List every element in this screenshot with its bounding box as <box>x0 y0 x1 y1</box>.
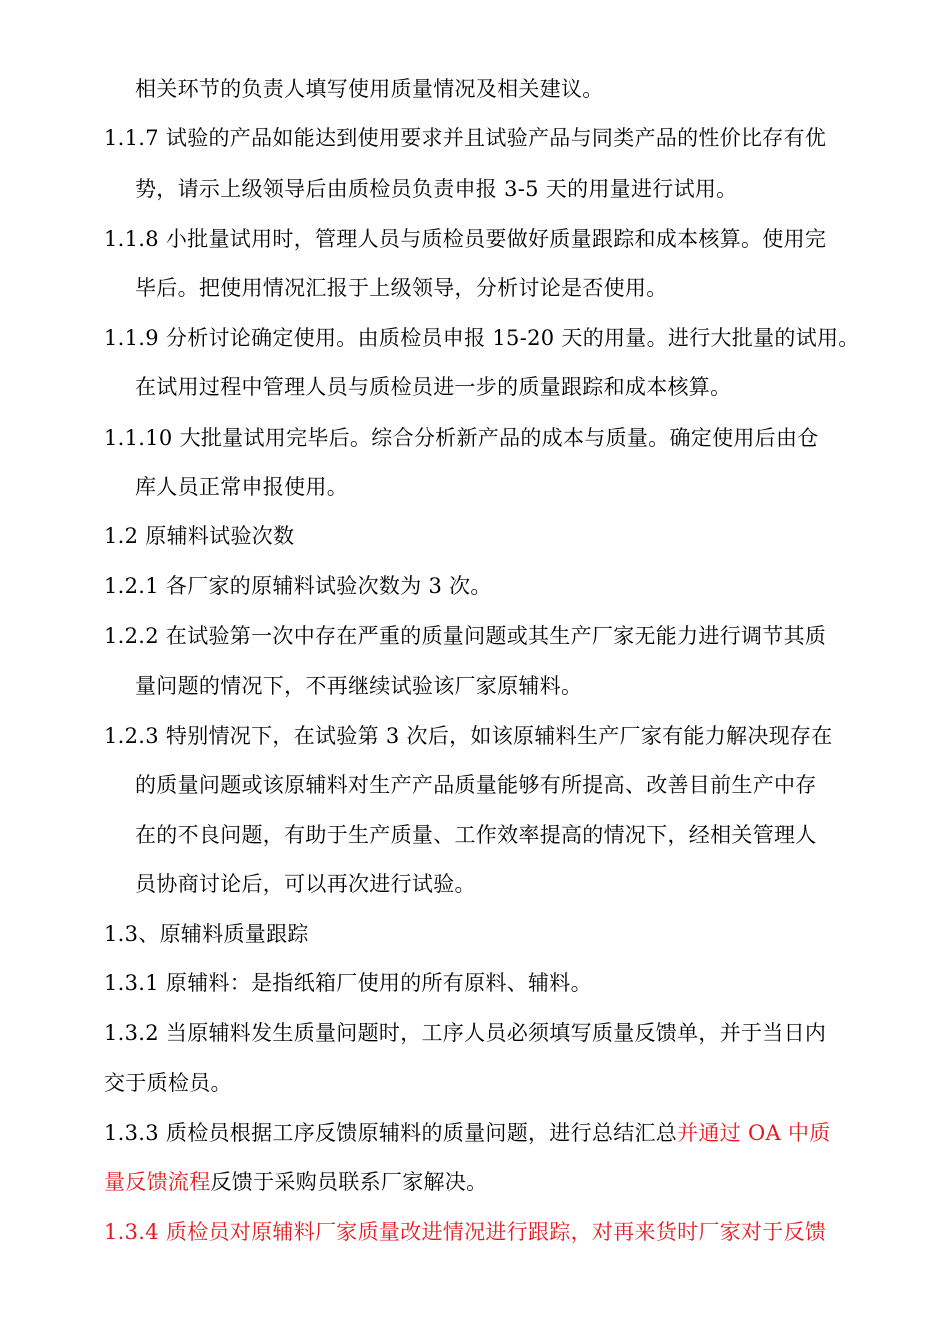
text-line: 势，请示上级领导后由质检员负责申报 3-5 天的用量进行试用。 <box>135 177 738 201</box>
highlighted-text: 量反馈流程 <box>104 1170 211 1194</box>
highlighted-text-line: 1.3.4 质检员对原辅料厂家质量改进情况进行跟踪，对再来货时厂家对于反馈 <box>104 1220 827 1244</box>
text-line: 1.2.3 特别情况下，在试验第 3 次后，如该原辅料生产厂家有能力解决现存在 <box>104 724 833 748</box>
text-line: 的质量问题或该原辅料对生产产品质量能够有所提高、改善目前生产中存 <box>135 773 817 797</box>
text-segment: 反馈于采购员联系厂家解决。 <box>210 1170 488 1194</box>
text-line: 1.1.7 试验的产品如能达到使用要求并且试验产品与同类产品的性价比存有优 <box>104 126 827 150</box>
text-line: 库人员正常申报使用。 <box>135 475 348 499</box>
section-heading: 1.3、原辅料质量跟踪 <box>104 922 309 946</box>
text-line: 1.3.2 当原辅料发生质量问题时，工序人员必须填写质量反馈单，并于当日内 <box>104 1021 827 1045</box>
text-segment: 1.3.3 质检员根据工序反馈原辅料的质量问题，进行总结汇总 <box>104 1121 678 1145</box>
text-line: 交于质检员。 <box>104 1071 232 1095</box>
text-line: 在的不良问题，有助于生产质量、工作效率提高的情况下，经相关管理人 <box>135 823 817 847</box>
text-line: 1.1.8 小批量试用时，管理人员与质检员要做好质量跟踪和成本核算。使用完 <box>104 227 827 251</box>
text-line: 1.2.2 在试验第一次中存在严重的质量问题或其生产厂家无能力进行调节其质 <box>104 624 827 648</box>
text-line: 1.1.10 大批量试用完毕后。综合分析新产品的成本与质量。确定使用后由仓 <box>104 426 819 450</box>
text-line: 1.2.1 各厂家的原辅料试验次数为 3 次。 <box>104 574 492 598</box>
text-line: 毕后。把使用情况汇报于上级领导，分析讨论是否使用。 <box>135 276 668 300</box>
text-line <box>104 1167 487 1197</box>
text-line: 量问题的情况下，不再继续试验该厂家原辅料。 <box>135 674 583 698</box>
text-line: 相关环节的负责人填写使用质量情况及相关建议。 <box>135 77 604 101</box>
text-line <box>104 1118 831 1148</box>
text-line: 1.1.9 分析讨论确定使用。由质检员申报 15-20 天的用量。进行大批量的试用。 <box>104 326 860 350</box>
text-line: 1.3.1 原辅料：是指纸箱厂使用的所有原料、辅料。 <box>104 971 592 995</box>
text-line: 在试用过程中管理人员与质检员进一步的质量跟踪和成本核算。 <box>135 375 732 399</box>
highlighted-text: 并通过 OA 中质 <box>677 1121 831 1145</box>
section-heading: 1.2 原辅料试验次数 <box>104 524 295 548</box>
text-line: 员协商讨论后，可以再次进行试验。 <box>135 872 476 896</box>
